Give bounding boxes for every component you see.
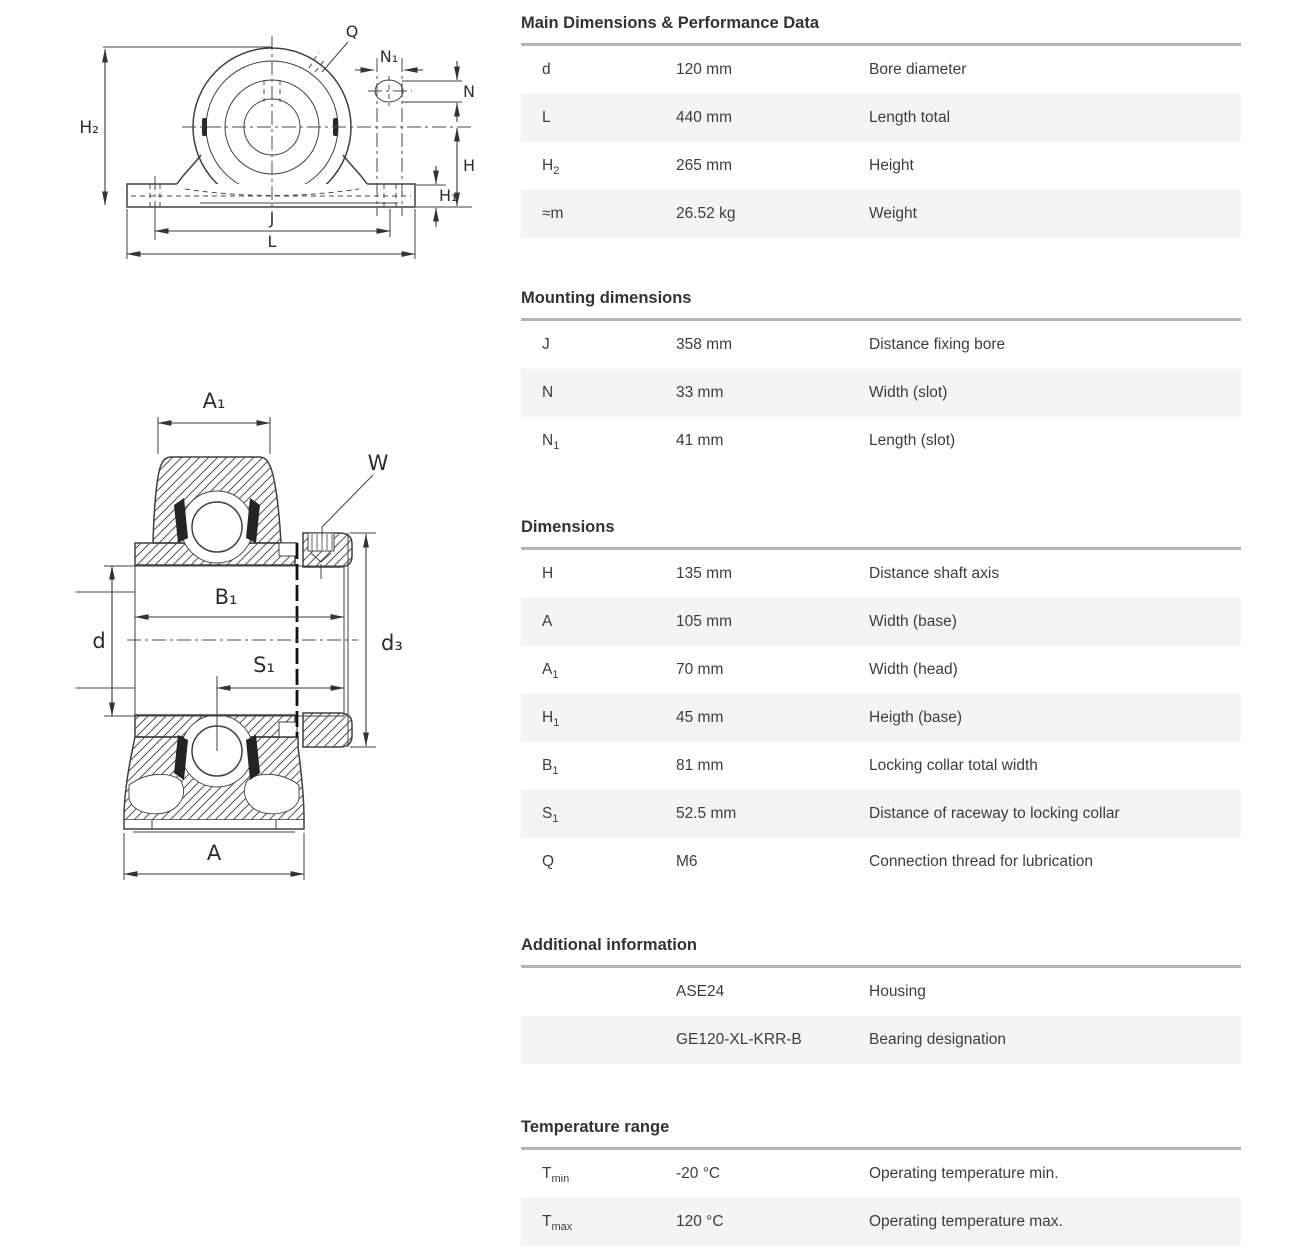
table-row (521, 790, 1241, 838)
table-rows (521, 968, 1241, 1064)
section-title: Temperature range (521, 1118, 670, 1136)
row-value: 33 mm (676, 384, 724, 401)
row-description: Width (head) (869, 661, 958, 678)
row-description: Length (slot) (869, 432, 956, 449)
dimension-a (124, 833, 304, 880)
row-description: Distance of raceway to locking collar (869, 805, 1120, 822)
row-value: 26.52 kg (676, 205, 736, 222)
row-symbol: J (542, 336, 550, 353)
row-description: Housing (869, 983, 926, 1000)
row-description: Width (base) (869, 613, 957, 630)
table-row (521, 742, 1241, 790)
dim-label-q: Q (345, 22, 359, 41)
section-title: Mounting dimensions (521, 289, 692, 307)
row-symbol: Q (542, 853, 555, 870)
row-value: ASE24 (676, 983, 725, 1000)
dimension-h1 (416, 166, 457, 227)
row-value: 70 mm (676, 661, 724, 678)
section-view-drawing (0, 370, 519, 890)
dimension-a1 (158, 389, 270, 454)
table-rows (521, 321, 1241, 465)
row-value: 52.5 mm (676, 805, 737, 822)
row-value: 45 mm (676, 709, 724, 726)
section-title: Dimensions (521, 518, 615, 536)
row-value: 135 mm (676, 565, 732, 582)
section-main-dimensions (521, 14, 1241, 238)
table-rows (521, 1150, 1241, 1246)
table-row (521, 46, 1241, 94)
table-row (521, 417, 1241, 465)
row-symbol: H (542, 565, 554, 582)
base-foot (124, 820, 304, 832)
dim-label-h2: H₂ (79, 118, 99, 138)
table-rows (521, 46, 1241, 238)
dimension-h2 (79, 47, 272, 205)
row-symbol: ≈m (542, 205, 564, 222)
row-value: 81 mm (676, 757, 724, 774)
row-description: Bore diameter (869, 61, 967, 78)
table-row (521, 838, 1241, 886)
row-description: Bearing designation (869, 1031, 1007, 1048)
row-value: 41 mm (676, 432, 724, 449)
row-symbol: $H_1$ (542, 709, 560, 730)
locking-collar-bottom (303, 713, 352, 747)
row-description: Operating temperature max. (869, 1213, 1063, 1230)
row-value: 120 °C (676, 1213, 724, 1230)
row-symbol: $S_1$ (542, 805, 559, 826)
section-mounting-dimensions (521, 289, 1241, 465)
dim-label-w: W (367, 451, 389, 475)
dimension-q (309, 22, 358, 72)
row-symbol: $H_2$ (542, 157, 560, 178)
row-symbol: N (542, 384, 554, 401)
row-value: 120 mm (676, 61, 732, 78)
dim-label-j: J (269, 209, 275, 228)
dim-label-l: L (267, 232, 277, 251)
section-title: Main Dimensions & Performance Data (521, 14, 819, 32)
dim-label-n: N (463, 82, 475, 101)
table-row (521, 1198, 1241, 1246)
dim-label-s1: S₁ (253, 653, 275, 677)
section-title: Additional information (521, 936, 697, 954)
ball-top (192, 502, 242, 552)
casting-pocket-right (244, 774, 299, 813)
table-row (521, 968, 1241, 1016)
dim-label-a1: A₁ (202, 389, 226, 413)
row-value: 265 mm (676, 157, 732, 174)
row-description: Locking collar total width (869, 757, 1038, 774)
table-row (521, 646, 1241, 694)
dim-label-d: d (92, 629, 106, 653)
section-dimensions (521, 518, 1241, 886)
row-value: 440 mm (676, 109, 732, 126)
table-row (521, 550, 1241, 598)
dim-label-n1: N₁ (379, 47, 399, 66)
dimension-w (322, 451, 389, 538)
row-symbol: $A_1$ (542, 661, 559, 682)
casting-pocket-left (129, 774, 184, 813)
table-row (521, 369, 1241, 417)
dim-label-a: A (206, 841, 222, 865)
row-value: -20 °C (676, 1165, 721, 1182)
row-symbol: L (542, 109, 551, 126)
row-symbol: A (542, 613, 553, 630)
row-value: GE120-XL-KRR-B (676, 1031, 802, 1048)
table-row (521, 1016, 1241, 1064)
table-rows (521, 550, 1241, 886)
table-row (521, 190, 1241, 238)
row-description: Height (869, 157, 914, 174)
row-value: 105 mm (676, 613, 732, 630)
section-temperature-range (521, 1118, 1241, 1246)
dim-label-h: H (463, 156, 476, 175)
table-row (521, 694, 1241, 742)
row-symbol: $N_1$ (542, 432, 560, 453)
table-row (521, 142, 1241, 190)
section-additional-information (521, 936, 1241, 1064)
table-row (521, 598, 1241, 646)
row-value: M6 (676, 853, 698, 870)
dimension-n1 (355, 47, 423, 70)
row-description: Heigth (base) (869, 709, 963, 726)
dim-label-d3: d₃ (381, 631, 403, 655)
dim-label-b1: B₁ (214, 585, 238, 609)
row-description: Distance shaft axis (869, 565, 1000, 582)
table-row (521, 321, 1241, 369)
dim-label-h1: H₁ (439, 186, 458, 205)
row-description: Operating temperature min. (869, 1165, 1059, 1182)
table-row (521, 94, 1241, 142)
dimension-d (92, 566, 112, 716)
row-description: Distance fixing bore (869, 336, 1006, 353)
table-row (521, 1150, 1241, 1198)
row-value: 358 mm (676, 336, 732, 353)
row-description: Width (slot) (869, 384, 948, 401)
row-symbol: $T_{min}$ (542, 1165, 570, 1186)
center-lines (155, 36, 476, 242)
row-symbol: $T_{max}$ (542, 1213, 573, 1234)
row-symbol: $B_1$ (542, 757, 559, 778)
front-view-drawing (0, 0, 519, 310)
dimension-b1 (135, 572, 344, 622)
row-description: Connection thread for lubrication (869, 853, 1094, 870)
row-symbol: d (542, 61, 551, 78)
section-solids (76, 457, 352, 832)
row-description: Length total (869, 109, 951, 126)
row-description: Weight (869, 205, 917, 222)
